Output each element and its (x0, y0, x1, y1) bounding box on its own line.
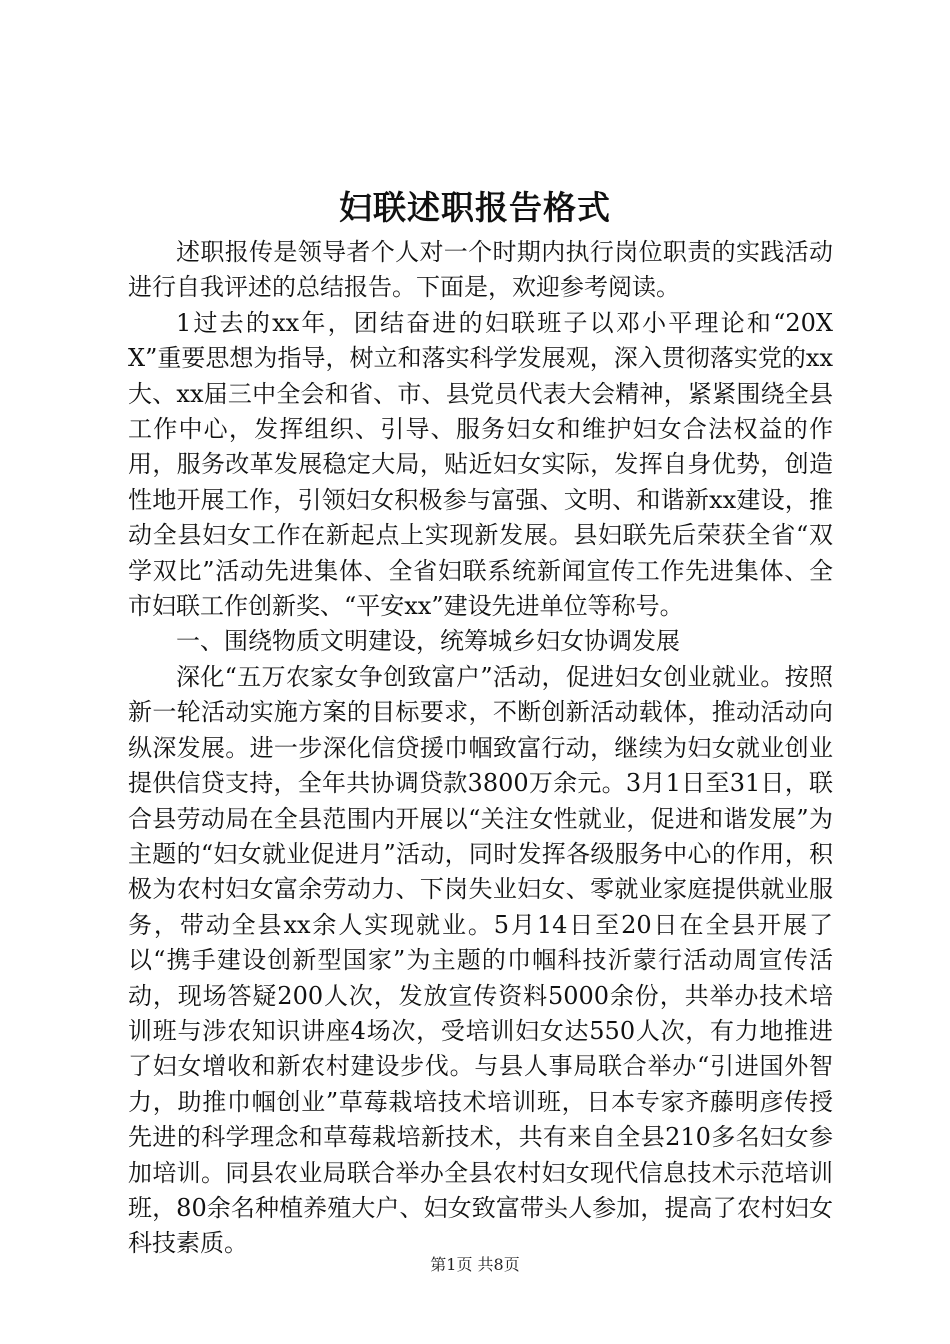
paragraph-section-1: 深化“五万农家女争创致富户”活动，促进妇女创业就业。按照新一轮活动实施方案的目标要求，不断创新活动载体，推动活动向纵深发展。进一步深化信贷援巾帼致富行动，继续为妇女就业创业提供信贷支持，全年共协调贷款3800万余元。3月1日至31日，联合县劳动局在全县范围内开展以“关注女性就业，促进和谐发展”为主题的“妇女就业促进月”活动，同时发挥各级服务中心的作用，积极为农村妇女富余劳动力、下岗失业妇女、零就业家庭提供就业服务，带动全县xx余人实现就业。5月14日至20日在全县开展了以“携手建设创新型国家”为主题的巾帼科技沂蒙行活动周宣传活动，现场答疑200人次，发放宣传资料5000余份，共举办技术培训班与涉农知识讲座4场次，受培训妇女达550人次，有力地推进了妇女增收和新农村建设步伐。与县人事局联合举办“引进国外智力，助推巾帼创业”草莓栽培技术培训班，日本专家齐藤明彦传授先进的科学理念和草莓栽培新技术，共有来自全县210多名妇女参加培训。同县农业局联合举办全县农村妇女现代信息技术示范培训班，80余名种植养殖大户、妇女致富带头人参加，提高了农村妇女科技素质。 (128, 662, 833, 1258)
document-title: 妇联述职报告格式 (339, 188, 611, 227)
paragraph-intro: 述职报传是领导者个人对一个时期内执行岗位职责的实践活动进行自我评述的总结报告。下面是，欢迎参考阅读。 (128, 238, 833, 302)
section-heading-1: 一、围绕物质文明建设，统筹城乡妇女协调发展 (176, 627, 680, 656)
document-body (128, 235, 833, 1262)
paragraph-summary: 1过去的xx年，团结奋进的妇联班子以邓小平理论和“20XX”重要思想为指导，树立和落实科学发展观，深入贯彻落实党的xx大、xx届三中全会和省、市、县党员代表大会精神，紧紧围绕全县工作中心，发挥组织、引导、服务妇女和维护妇女合法权益的作用，服务改革发展稳定大局，贴近妇女实际，发挥自身优势，创造性地开展工作，引领妇女积极参与富强、文明、和谐新xx建设，推动全县妇女工作在新起点上实现新发展。县妇联先后荣获全省“双学双比”活动先进集体、全省妇联系统新闻宣传工作先进集体、全市妇联工作创新奖、“平安xx”建设先进单位等称号。 (128, 308, 833, 621)
page-footer: 第1页 共8页 (430, 1255, 520, 1274)
